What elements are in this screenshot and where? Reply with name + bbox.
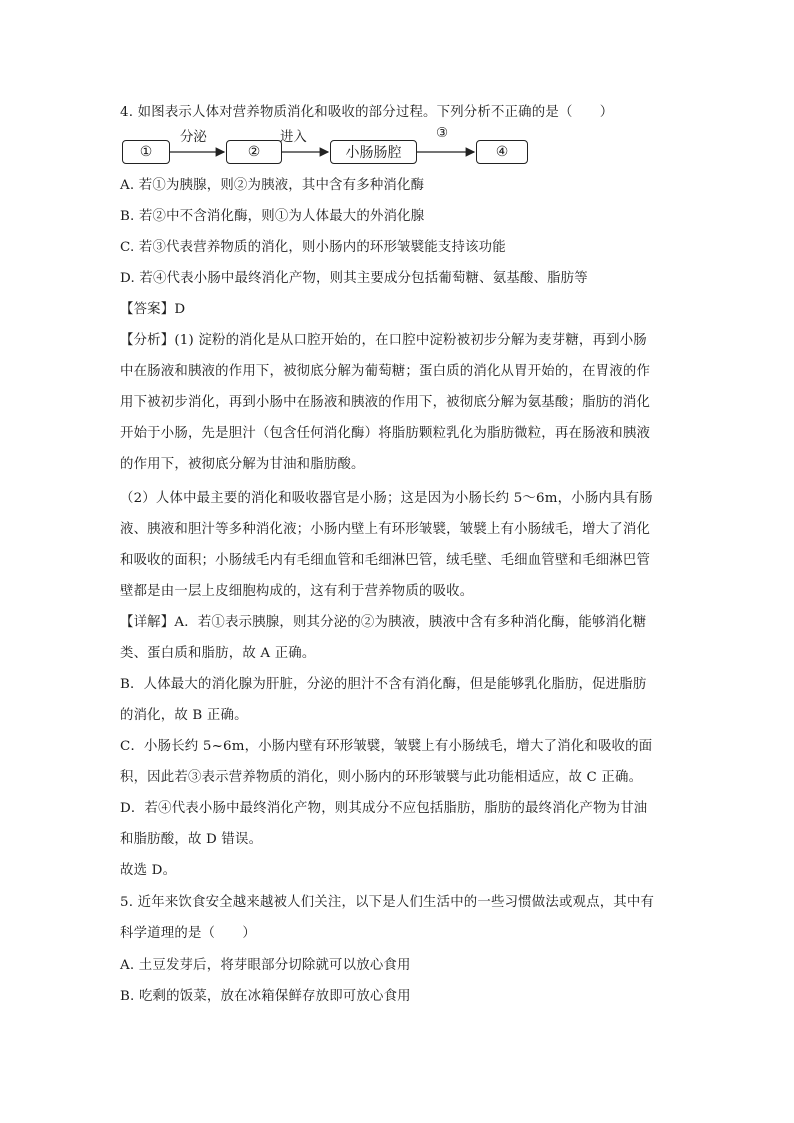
q5-option-b: B. 吃剩的饭菜，放在冰箱保鲜存放即可放心食用 — [120, 989, 411, 1004]
arrow-label-three: ③ — [436, 126, 449, 141]
digestion-flow-diagram — [120, 128, 540, 170]
q4-option-b: B. 若②中不含消化酶，则①为人体最大的外消化腺 — [120, 209, 425, 224]
detail-line: 故选 D。 — [120, 863, 177, 878]
diagram-box-2: ② — [226, 140, 282, 164]
diagram-box-small-intestine: 小肠肠腔 — [330, 140, 417, 164]
analysis-line: 用下被初步消化，再到小肠中在肠液和胰液的作用下，被彻底分解为氨基酸；脂肪的消化 — [120, 395, 651, 410]
detail-line: D．若④代表小肠中最终消化产物，则其成分不应包括脂肪，脂肪的最终消化产物为甘油 — [120, 801, 648, 816]
analysis-line: 【分析】(1) 淀粉的消化是从口腔开始的，在口腔中淀粉被初步分解为麦芽糖，再到小肠 — [120, 333, 647, 348]
arrow-label-enter: 进入 — [280, 130, 307, 145]
analysis-line: 液、胰液和胆汁等多种消化液；小肠内壁上有环形皱襞，皱襞上有小肠绒毛，增大了消化 — [120, 522, 651, 537]
diagram-box-4: ④ — [476, 140, 528, 164]
detail-line: C．小肠长约 5~6m，小肠内壁有环形皱襞，皱襞上有小肠绒毛，增大了消化和吸收的面 — [120, 739, 653, 754]
analysis-line: 壁都是由一层上皮细胞构成的，这有利于营养物质的吸收。 — [120, 584, 474, 599]
arrow-label-secrete: 分泌 — [180, 130, 207, 145]
q4-option-a: A. 若①为胰腺，则②为胰液，其中含有多种消化酶 — [120, 178, 425, 193]
analysis-line: 开始于小肠，先是胆汁（包含任何消化酶）将脂肪颗粒乳化为脂肪微粒，再在肠液和胰液 — [120, 426, 651, 441]
q4-stem: 4. 如图表示人体对营养物质消化和吸收的部分过程。下列分析不正确的是（ ） — [120, 105, 614, 120]
q5-stem-line: 5. 近年来饮食安全越来越被人们关注，以下是人们生活中的一些习惯做法或观点，其中有 — [120, 895, 655, 910]
analysis-line: 中在肠液和胰液的作用下，被彻底分解为葡萄糖；蛋白质的消化从胃开始的，在胃液的作 — [120, 364, 651, 379]
q5-option-a: A. 土豆发芽后，将芽眼部分切除就可以放心食用 — [120, 958, 411, 973]
detail-line: 类、蛋白质和脂肪，故 A 正确。 — [120, 646, 316, 661]
detail-line: 和脂肪酸，故 D 错误。 — [120, 832, 263, 847]
detail-line: 的消化，故 B 正确。 — [120, 708, 248, 723]
analysis-line: 和吸收的面积；小肠绒毛内有毛细血管和毛细淋巴管，绒毛壁、毛细血管壁和毛细淋巴管 — [120, 553, 651, 568]
analysis-line: （2）人体中最主要的消化和吸收器官是小肠；这是因为小肠长约 5～6m，小肠内具有肠 — [120, 491, 653, 506]
q4-answer: 【答案】D — [120, 302, 186, 317]
q5-stem-line: 科学道理的是（ ） — [120, 926, 256, 941]
detail-line: 积，因此若③表示营养物质的消化，则小肠内的环形皱襞与此功能相适应，故 C 正确。 — [120, 770, 643, 785]
q4-option-d: D. 若④代表小肠中最终消化产物，则其主要成分包括葡萄糖、氨基酸、脂肪等 — [120, 271, 588, 286]
analysis-line: 的作用下，被彻底分解为甘油和脂肪酸。 — [120, 457, 365, 472]
detail-line: B．人体最大的消化腺为肝脏，分泌的胆汁不含有消化酶，但是能够乳化脂肪，促进脂肪 — [120, 677, 647, 692]
q4-option-c: C. 若③代表营养物质的消化，则小肠内的环形皱襞能支持该功能 — [120, 240, 506, 255]
diagram-box-1: ① — [122, 140, 170, 164]
detail-line: 【详解】A．若①表示胰腺，则其分泌的②为胰液，胰液中含有多种消化酶，能够消化糖 — [120, 615, 647, 630]
